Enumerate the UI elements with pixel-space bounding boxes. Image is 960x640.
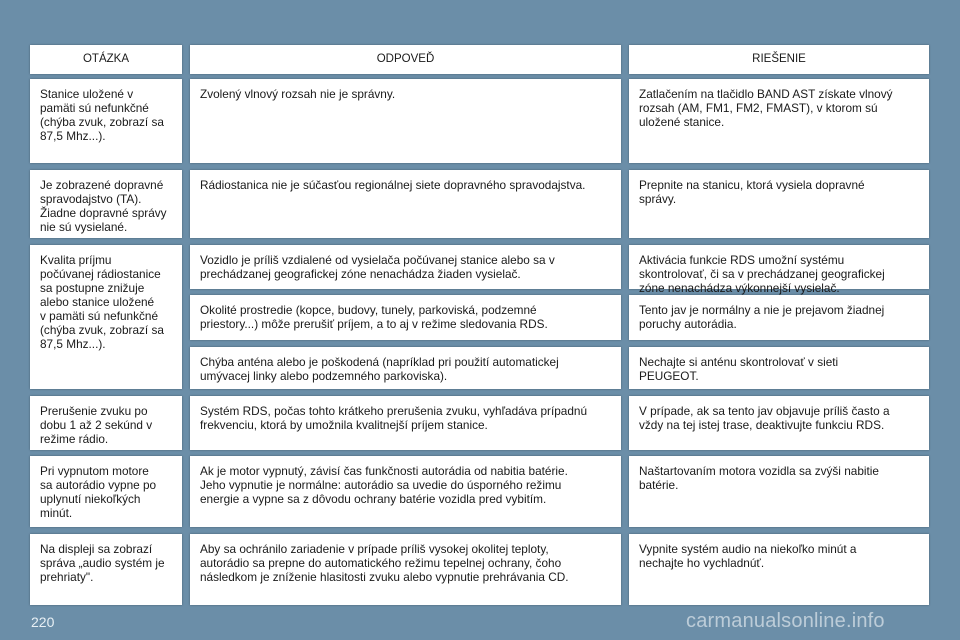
row-solution: Nechajte si anténu skontrolovať v sieti PEUGEOT.: [629, 347, 929, 389]
row-answer: Systém RDS, počas tohto krátkeho prerušenia zvuku, vyhľadáva prípadnú frekvenciu, ktorá by umožnila kvalitnejší príjem stanice.: [190, 396, 621, 450]
row-question: Na displeji sa zobrazí správa „audio systém je prehriaty".: [30, 534, 182, 605]
page-number: 220: [31, 614, 55, 630]
row-answer: Vozidlo je príliš vzdialené od vysielača počúvanej stanice alebo sa v prechádzanej geografickej zóne nenachádza žiaden vysielač.: [190, 245, 621, 289]
row-answer: Chýba anténa alebo je poškodená (napríklad pri použití automatickej umývacej linky alebo podzemného parkoviska).: [190, 347, 621, 389]
row-question: Pri vypnutom motore sa autorádio vypne po uplynutí niekoľkých minút.: [30, 456, 182, 527]
row-answer: Zvolený vlnový rozsah nie je správny.: [190, 79, 621, 163]
row-solution: Tento jav je normálny a nie je prejavom žiadnej poruchy autorádia.: [629, 295, 929, 340]
header-answer: ODPOVEĎ: [190, 45, 621, 74]
row-question: Kvalita príjmu počúvanej rádiostanice sa postupne znižuje alebo stanice uložené v pamäti sú nefunkčné (chýba zvuk, zobrazí sa 87,5 Mhz...).: [30, 245, 182, 389]
row-answer: Ak je motor vypnutý, závisí čas funkčnosti autorádia od nabitia batérie. Jeho vypnutie je normálne: autorádio sa uvedie do úsporného režimu energie a vypne sa z dôvodu ochrany batérie vozidla pred vybitím.: [190, 456, 621, 527]
row-answer: Okolité prostredie (kopce, budovy, tunely, parkoviská, podzemné priestory...) môže prerušiť príjem, a to aj v režime sledovania RDS.: [190, 295, 621, 340]
header-solution: RIEŠENIE: [629, 45, 929, 74]
row-question: Je zobrazené dopravné spravodajstvo (TA). Žiadne dopravné správy nie sú vysielané.: [30, 170, 182, 238]
watermark: carmanualsonline.info: [686, 610, 885, 632]
row-question: Stanice uložené v pamäti sú nefunkčné (chýba zvuk, zobrazí sa 87,5 Mhz...).: [30, 79, 182, 163]
row-solution: Aktivácia funkcie RDS umožní systému skontrolovať, či sa v prechádzanej geografickej zóne nenachádza výkonnejší vysielač.: [629, 245, 929, 289]
row-solution: Vypnite systém audio na niekoľko minút a nechajte ho vychladnúť.: [629, 534, 929, 605]
row-solution: Naštartovaním motora vozidla sa zvýši nabitie batérie.: [629, 456, 929, 527]
header-question: OTÁZKA: [30, 45, 182, 74]
row-answer: Rádiostanica nie je súčasťou regionálnej siete dopravného spravodajstva.: [190, 170, 621, 238]
row-solution: Zatlačením na tlačidlo BAND AST získate vlnový rozsah (AM, FM1, FM2, FMAST), v ktorom sú uložené stanice.: [629, 79, 929, 163]
row-answer: Aby sa ochránilo zariadenie v prípade príliš vysokej okolitej teploty, autorádio sa prepne do automatického režimu tepelnej ochrany, čoho následkom je zníženie hlasitosti zvuku alebo vypnutie prehrávania CD.: [190, 534, 621, 605]
row-question: Prerušenie zvuku po dobu 1 až 2 sekúnd v režime rádio.: [30, 396, 182, 450]
row-solution: V prípade, ak sa tento jav objavuje príliš často a vždy na tej istej trase, deaktivujte funkciu RDS.: [629, 396, 929, 450]
row-solution: Prepnite na stanicu, ktorá vysiela dopravné správy.: [629, 170, 929, 238]
